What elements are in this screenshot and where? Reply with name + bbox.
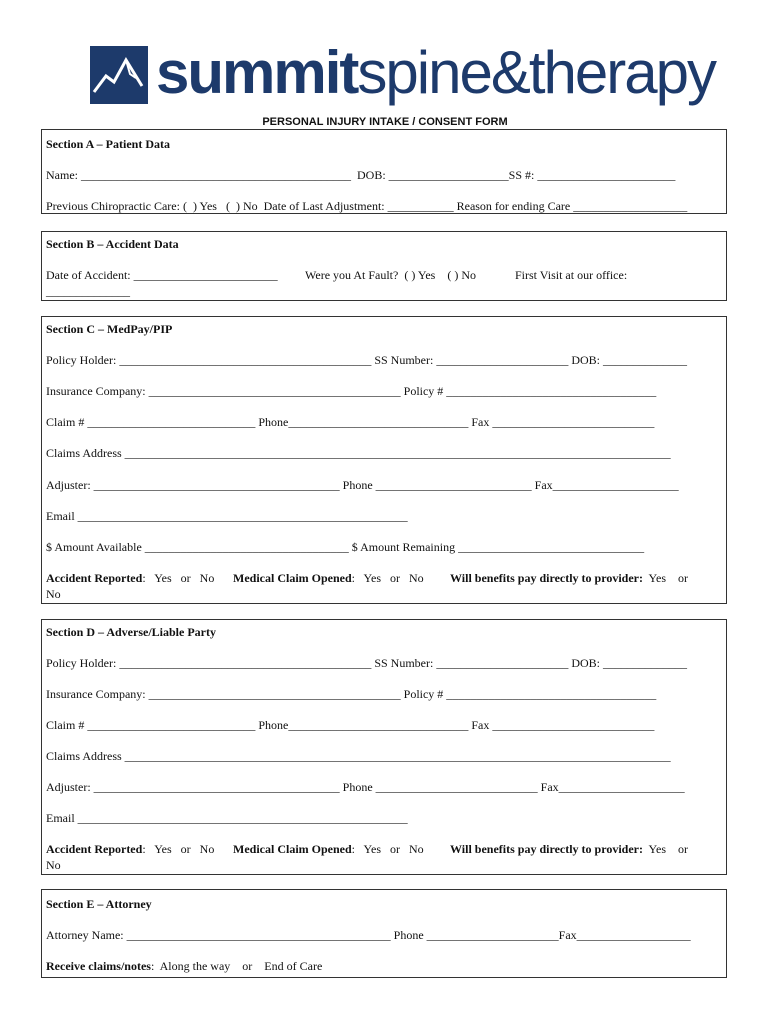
receive-claims-options[interactable]: : Along the way or End of Care	[150, 959, 323, 973]
form-title: PERSONAL INJURY INTAKE / CONSENT FORM	[262, 116, 508, 128]
receive-claims-label: Receive claims/notes	[46, 959, 151, 973]
benefits-no-option[interactable]: No	[46, 587, 61, 601]
date-of-accident-field[interactable]: Date of Accident: ________________________	[46, 268, 278, 282]
section-c-medpay-pip	[41, 316, 727, 604]
adjuster-field[interactable]: Adjuster: _________________________________________ Phone __________________________ Fax_____________________	[46, 478, 679, 492]
section-d-title: Section D – Adverse/Liable Party	[46, 625, 216, 639]
email-field[interactable]: Email _______________________________________________________	[46, 509, 408, 523]
claims-address-field[interactable]: Claims Address ___________________________________________________________________________________________	[46, 749, 671, 763]
policy-holder-field[interactable]: Policy Holder: __________________________________________ SS Number: ______________________ DOB: ______________	[46, 353, 687, 367]
accident-reported-label: Accident Reported	[46, 571, 143, 585]
accident-reported-label: Accident Reported	[46, 842, 143, 856]
benefits-label: Will benefits pay directly to provider:	[450, 571, 643, 585]
claims-address-field[interactable]: Claims Address ___________________________________________________________________________________________	[46, 446, 671, 460]
mountain-logo-icon	[90, 46, 148, 104]
company-logo	[90, 39, 715, 110]
claim-status-row	[46, 571, 214, 586]
medical-claim-label: Medical Claim Opened	[233, 842, 352, 856]
benefits-row	[450, 842, 688, 857]
attorney-field[interactable]: Attorney Name: ____________________________________________ Phone ______________________Fax___________________	[46, 928, 691, 942]
receive-claims-row	[46, 959, 322, 974]
accident-reported-options[interactable]: : Yes or No	[142, 571, 215, 585]
previous-care-field[interactable]: Previous Chiropractic Care: ( ) Yes ( ) No Date of Last Adjustment: ___________ Reason for ending Care ___________________	[46, 199, 688, 213]
medical-claim-options[interactable]: : Yes or No	[351, 571, 424, 585]
policy-holder-field[interactable]: Policy Holder: __________________________________________ SS Number: ______________________ DOB: ______________	[46, 656, 687, 670]
email-field[interactable]: Email _______________________________________________________	[46, 811, 408, 825]
section-d-adverse-party	[41, 619, 727, 875]
at-fault-field[interactable]: Were you At Fault? ( ) Yes ( ) No	[305, 268, 477, 282]
medical-claim-row	[233, 842, 424, 857]
claim-field[interactable]: Claim # ____________________________ Phone______________________________ Fax ___________________________	[46, 415, 655, 429]
benefits-row	[450, 571, 688, 586]
claim-status-row	[46, 842, 214, 857]
section-a-patient-data	[41, 129, 727, 214]
benefits-label: Will benefits pay directly to provider:	[450, 842, 643, 856]
section-b-accident-data	[41, 231, 727, 301]
section-b-title: Section B – Accident Data	[46, 237, 179, 251]
section-a-title: Section A – Patient Data	[46, 137, 170, 151]
amount-field[interactable]: $ Amount Available __________________________________ $ Amount Remaining _______________________________	[46, 540, 645, 554]
adjuster-field[interactable]: Adjuster: _________________________________________ Phone ___________________________ Fax_____________________	[46, 780, 685, 794]
insurance-company-field[interactable]: Insurance Company: __________________________________________ Policy # ___________________________________	[46, 687, 657, 701]
accident-reported-options[interactable]: : Yes or No	[142, 842, 215, 856]
brand-name: summitspine&therapy	[156, 39, 715, 106]
insurance-company-field[interactable]: Insurance Company: __________________________________________ Policy # ___________________________________	[46, 384, 657, 398]
medical-claim-options[interactable]: : Yes or No	[351, 842, 424, 856]
benefits-options[interactable]: Yes or	[643, 571, 689, 585]
first-visit-label: First Visit at our office:	[515, 268, 628, 282]
section-e-title: Section E – Attorney	[46, 897, 152, 911]
section-c-title: Section C – MedPay/PIP	[46, 322, 173, 336]
claim-field[interactable]: Claim # ____________________________ Phone______________________________ Fax ___________________________	[46, 718, 655, 732]
patient-name-dob-ss-field[interactable]: Name: _____________________________________________ DOB: ____________________SS #: _______________________	[46, 168, 676, 182]
benefits-options[interactable]: Yes or	[643, 842, 689, 856]
first-visit-field[interactable]: ______________	[46, 284, 130, 298]
medical-claim-label: Medical Claim Opened	[233, 571, 352, 585]
section-e-attorney	[41, 889, 727, 978]
medical-claim-row	[233, 571, 424, 586]
benefits-no-option[interactable]: No	[46, 858, 61, 872]
